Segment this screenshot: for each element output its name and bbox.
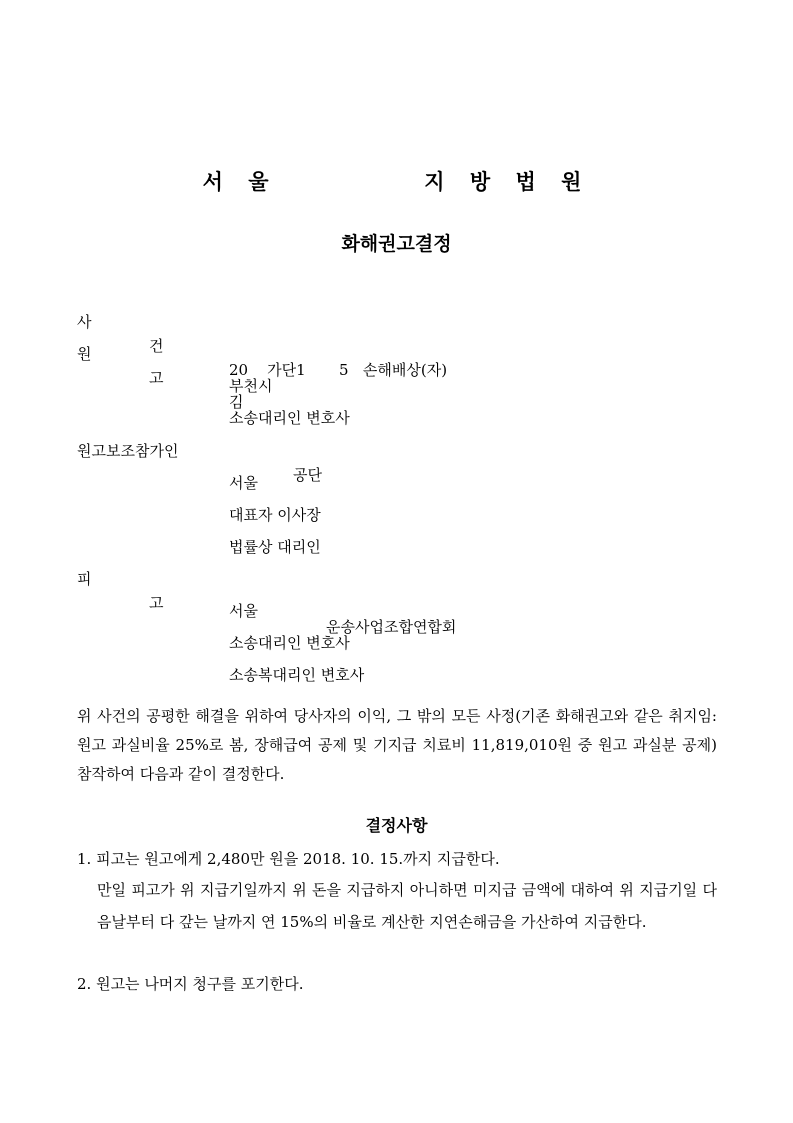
plaintiff-address: 부천시	[229, 377, 273, 395]
defendant-label-right: 고	[149, 594, 164, 612]
intervenor-representative-row	[0, 479, 793, 524]
plaintiff-address-row	[0, 350, 793, 395]
document-title: 화해권고결정	[341, 233, 452, 255]
intervenor-label: 원고보조참가인	[77, 442, 179, 460]
defendant-attorney: 소송대리인 변호사	[229, 634, 350, 652]
case-label-left: 사	[77, 313, 92, 331]
plaintiff-attorney: 소송대리인 변호사	[229, 409, 350, 427]
decision-item-1-continuation: 만일 피고가 위 지급기일까지 위 돈을 지급하지 아니하면 미지급 금액에 대하여 위 지급기일 다음날부터 다 갚는 날까지 연 15%의 비율로 계산한 지연손해금을 가산하여 지급한다.	[97, 881, 717, 931]
intervenor-name: 공단	[293, 466, 322, 484]
defendant-sub-attorney: 소송복대리인 변호사	[229, 666, 365, 684]
plaintiff-name: 김	[229, 393, 244, 411]
decision-title: 결정사항	[365, 816, 428, 835]
defendant-label-left: 피	[77, 570, 92, 588]
intervenor-representative: 대표자 이사장	[229, 506, 321, 524]
case-label-right: 건	[149, 337, 164, 355]
plaintiff-label-left: 원	[77, 345, 92, 363]
defendant-name: 운송사업조합연합회	[326, 618, 457, 636]
intervenor-legal-agent-row	[0, 511, 793, 556]
defendant-sub-attorney-row	[0, 639, 793, 684]
intervenor-legal-agent: 법률상 대리인	[229, 538, 321, 556]
preamble-paragraph: 위 사건의 공평한 해결을 위하여 당사자의 이익, 그 밖의 모든 사정(기존 화해권고와 같은 취지임: 원고 과실비율 25%로 봄, 장해급여 공제 및 기지급 치료비 11,819,010원 중 원고 과실분 공제) 참작하여 다음과 같이 결정한다.	[77, 707, 717, 783]
plaintiff-label-right: 고	[149, 369, 164, 387]
plaintiff-attorney-row	[0, 382, 793, 427]
defendant-address-row	[0, 575, 793, 620]
court-name: 서 울 지 방 법 원	[202, 170, 591, 194]
defendant-attorney-row	[0, 607, 793, 652]
decision-item-1: 1. 피고는 원고에게 2,480만 원을 2018. 10. 15.까지 지급한다.	[77, 850, 500, 868]
case-row	[0, 286, 793, 379]
defendant-address: 서울	[229, 602, 258, 620]
case-number: 20 가단1 5 손해배상(자)	[229, 361, 448, 379]
decision-item-2: 2. 원고는 나머지 청구를 포기한다.	[77, 975, 304, 993]
intervenor-address: 서울	[229, 474, 258, 492]
